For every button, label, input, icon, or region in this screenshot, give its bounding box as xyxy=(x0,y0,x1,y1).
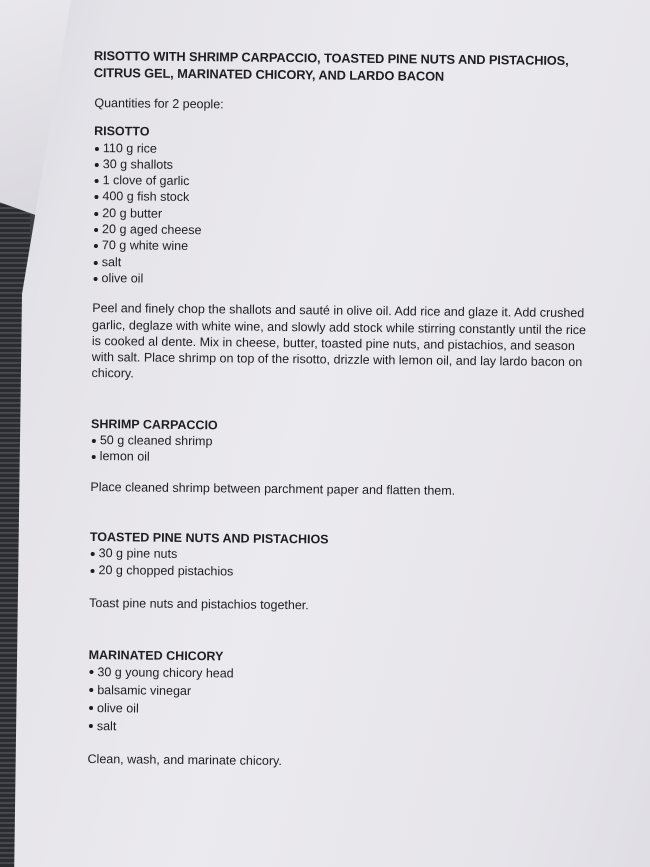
list-item: olive oil xyxy=(88,699,587,722)
ingredient-list xyxy=(93,140,594,292)
list-item: 20 g aged cheese xyxy=(93,221,592,243)
list-item: 70 g white wine xyxy=(93,237,592,259)
list-item: 30 g pine nuts xyxy=(90,545,589,567)
section-risotto xyxy=(92,123,594,387)
section-heading: MARINATED CHICORY xyxy=(88,648,224,664)
list-item: 1 clove of garlic xyxy=(94,172,593,194)
list-item: salt xyxy=(93,254,592,276)
list-item: olive oil xyxy=(93,270,592,292)
instructions-paragraph: Clean, wash, and marinate chicory. xyxy=(87,752,282,769)
ingredient-list xyxy=(88,663,588,740)
title-line-2: CITRUS GEL, MARINATED CHICORY, AND LARDO BACON xyxy=(93,64,445,84)
list-item: 50 g cleaned shrimp xyxy=(91,432,590,454)
instructions-paragraph: Peel and finely chop the shallots and sauté in olive oil. Add rice and glaze it. Add crushed garlic, deglaze with white wine, and slowly add stock while stirring constantly until the rice is cooked al dente. Mix in cheese, butter, toasted pine nuts, and pistachios, and season with salt. Place shrimp on top of the risotto, drizzle with lemon oil, and lay lardo bacon on chicory. xyxy=(91,301,587,381)
instructions-paragraph: Place cleaned shrimp between parchment paper and flatten them. xyxy=(90,479,456,498)
list-item: 30 g shallots xyxy=(94,156,593,178)
ingredient-list xyxy=(91,432,590,470)
quantities-note: Quantities for 2 people: xyxy=(94,96,224,112)
list-item: balsamic vinegar xyxy=(88,681,587,704)
section-marinated-chicory xyxy=(87,647,587,773)
list-item: 30 g young chicory head xyxy=(88,663,587,686)
instructions-paragraph: Toast pine nuts and pistachios together. xyxy=(89,595,309,613)
list-item: lemon oil xyxy=(91,448,590,470)
list-item: salt xyxy=(88,717,587,740)
list-item: 400 g fish stock xyxy=(93,188,592,210)
section-toasted-pine-nuts xyxy=(89,529,589,616)
title-line-1: RISOTTO WITH SHRIMP CARPACCIO, TOASTED PINE NUTS AND PISTACHIOS, xyxy=(93,48,569,68)
section-shrimp-carpaccio xyxy=(90,416,590,500)
recipe-title xyxy=(94,48,594,86)
list-item: 20 g butter xyxy=(93,205,592,227)
list-item: 20 g chopped pistachios xyxy=(89,562,588,584)
section-heading: RISOTTO xyxy=(94,124,150,139)
section-heading: TOASTED PINE NUTS AND PISTACHIOS xyxy=(89,529,329,547)
recipe-content xyxy=(86,48,594,773)
list-item: 110 g rice xyxy=(94,140,593,162)
ingredient-list xyxy=(89,545,588,583)
section-heading: SHRIMP CARPACCIO xyxy=(90,416,218,433)
